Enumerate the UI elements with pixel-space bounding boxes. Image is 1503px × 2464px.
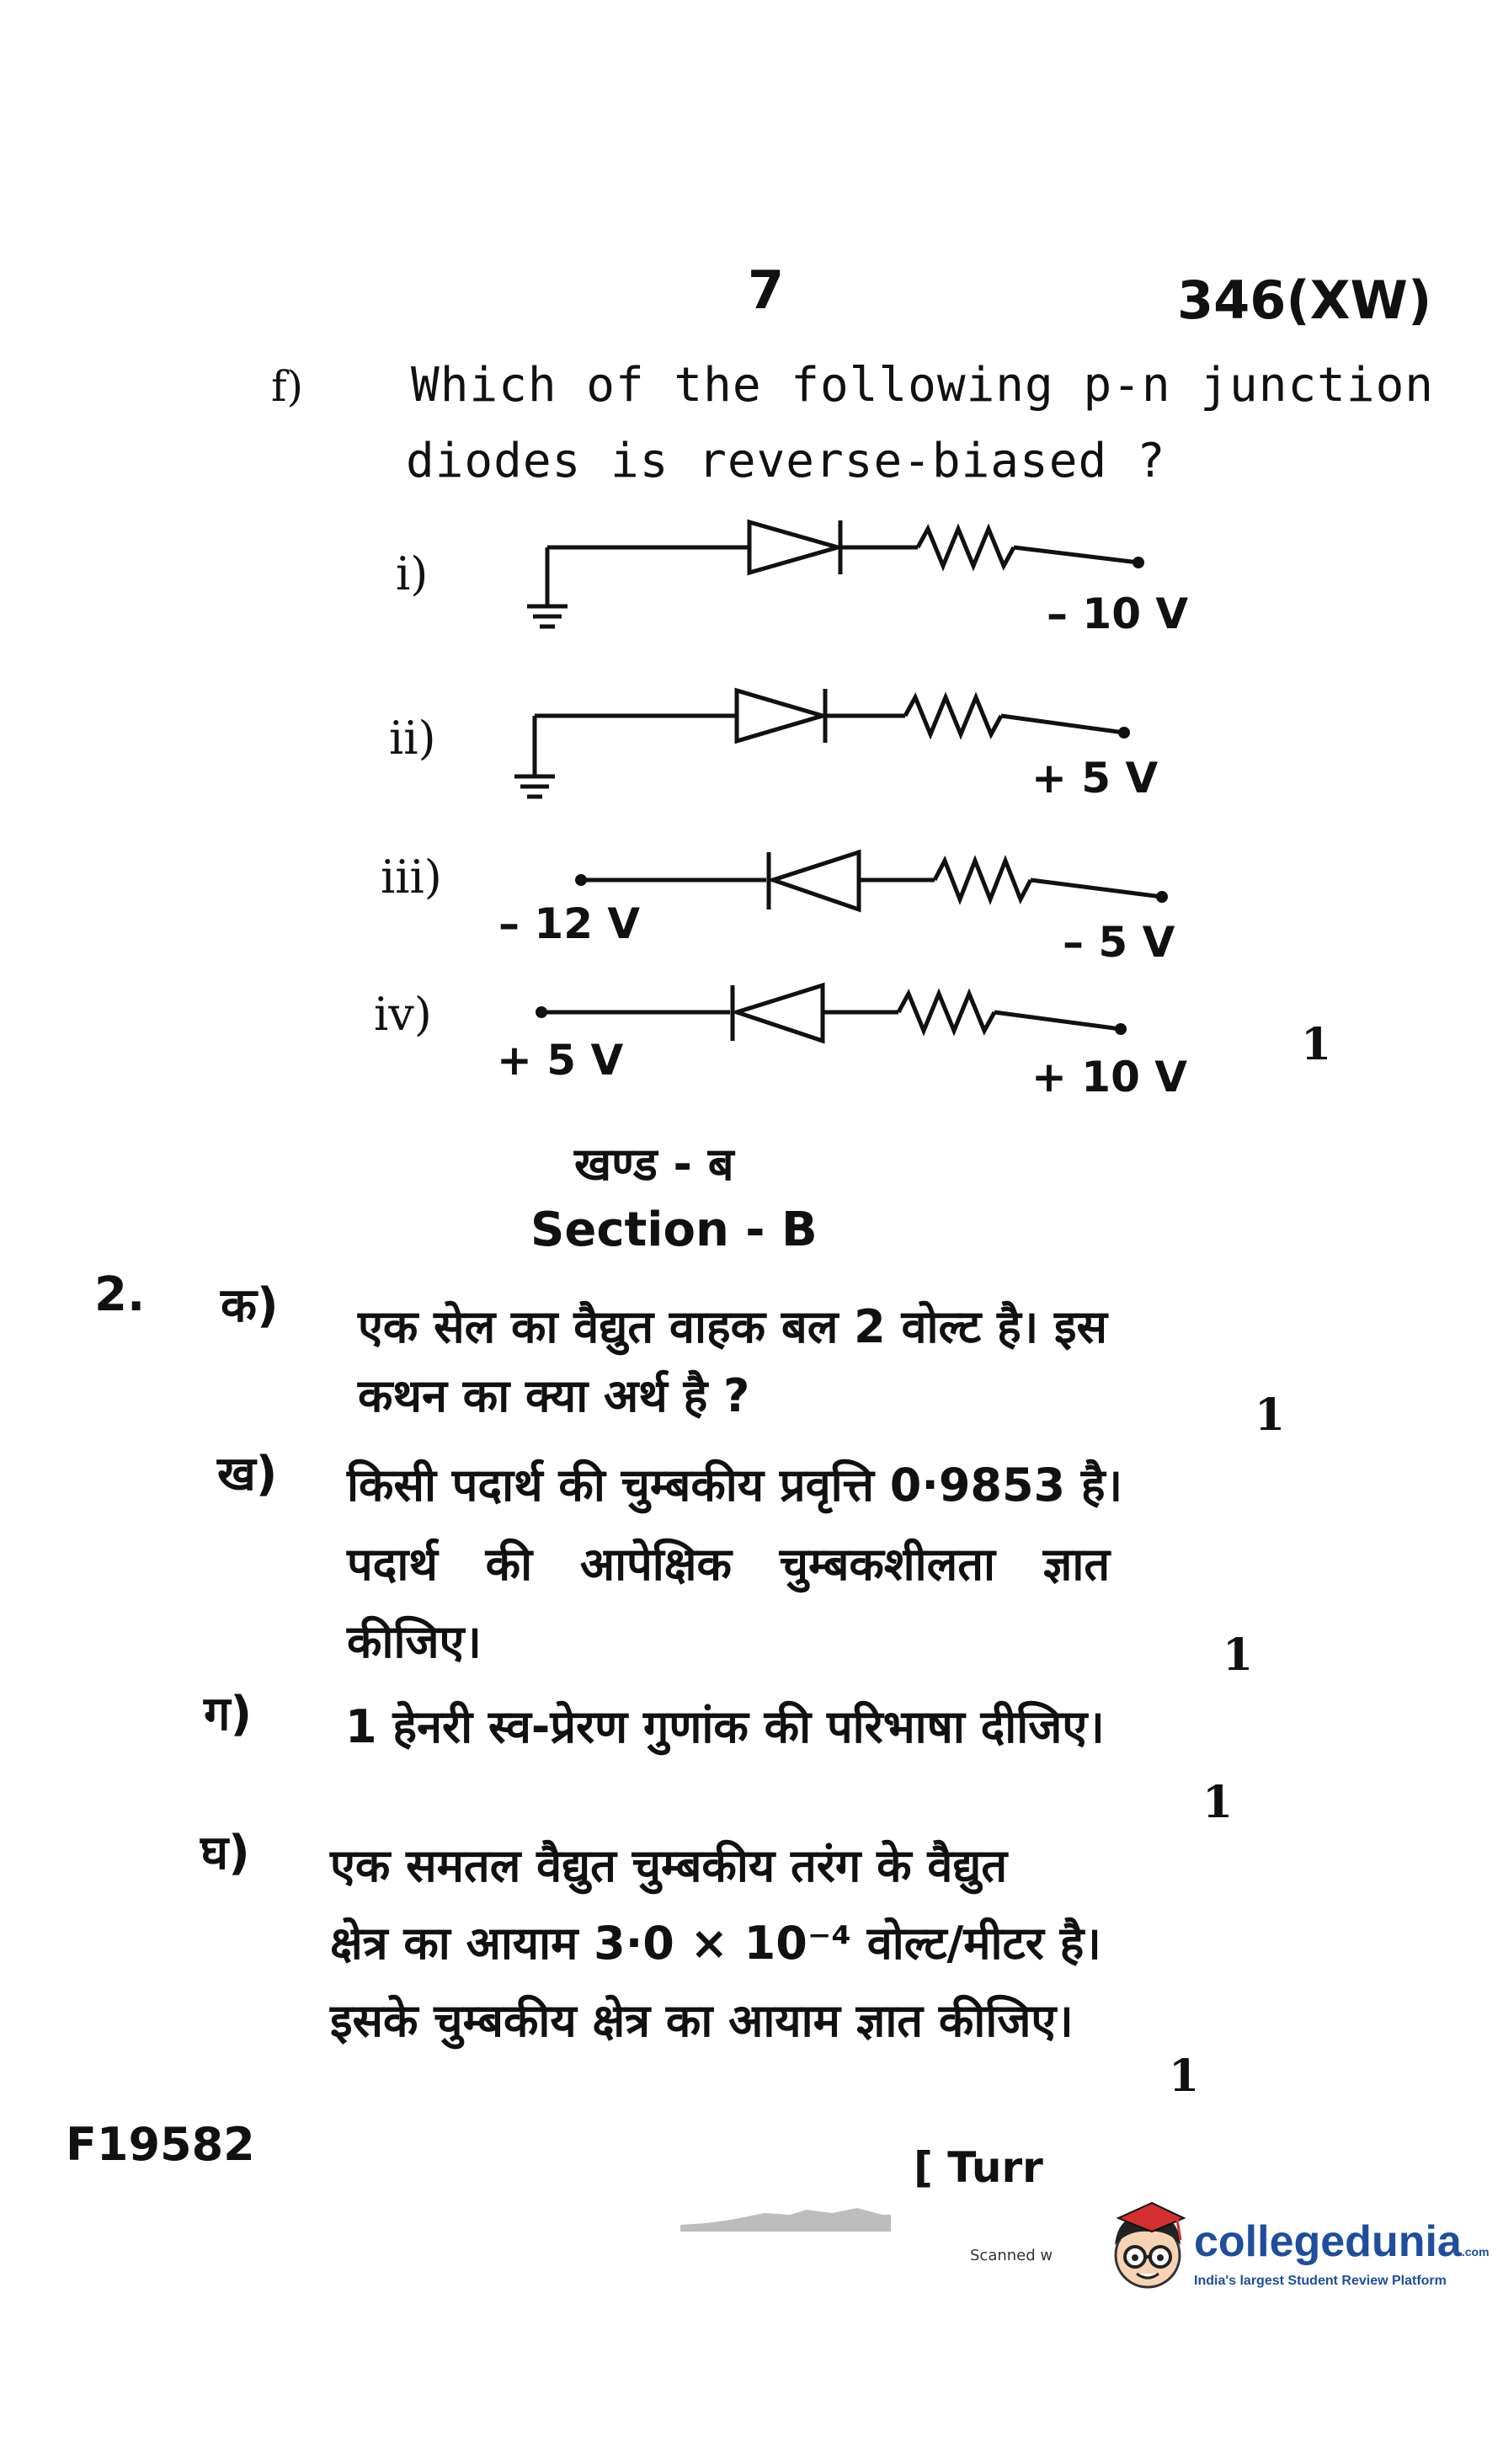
brand-name: collegedunia: [1194, 2217, 1462, 2266]
resistor: [905, 697, 1001, 734]
turn-over-note: [ Turr: [914, 2143, 1043, 2192]
marks: 1: [1301, 1019, 1332, 1070]
voltage-label-left: – 12 V: [498, 899, 641, 948]
mascot-icon: [1093, 2189, 1202, 2299]
option-label: i): [396, 547, 429, 600]
diode-reverse: [733, 985, 823, 1041]
question-text-line-1: Which of the following p-n junction: [411, 358, 1435, 413]
question-number: 2.: [94, 1267, 146, 1322]
brand-tld: .com: [1461, 2245, 1490, 2259]
part-text-line: पदार्थ की आपेक्षिक चुम्बकशीलता ज्ञात: [347, 1538, 1111, 1591]
voltage-label-left: + 5 V: [497, 1036, 624, 1085]
section-title-english: Section - B: [530, 1203, 818, 1257]
brand-logo-text: [1194, 2216, 1490, 2267]
marks: 1: [1223, 1629, 1254, 1681]
diode-forward: [737, 689, 825, 743]
part-text-line: एक समतल वैद्युत चुम्बकीय तरंग के वैद्युत: [330, 1839, 1008, 1892]
part-label: ग): [204, 1687, 253, 1741]
paper-code: 346(XW): [1177, 269, 1432, 331]
section-title-hindi: खण्ड - ब: [574, 1138, 734, 1191]
part-label: ख): [217, 1447, 278, 1501]
marks: 1: [1255, 1389, 1286, 1441]
option-label: ii): [389, 712, 436, 765]
part-text-line: क्षेत्र का आयाम 3·0 × 10⁻⁴ वोल्ट/मीटर है।: [330, 1917, 1101, 1970]
question-text-line-2: diodes is reverse-biased ?: [406, 434, 1166, 488]
paper-serial-code: F19582: [66, 2118, 255, 2171]
marks: 1: [1169, 2051, 1200, 2102]
part-text-line: किसी पदार्थ की चुम्बकीय प्रवृत्ति 0·9853 है।: [347, 1459, 1123, 1512]
part-text-line: 1 हेनरी स्व-प्रेरण गुणांक की परिभाषा दीजिए।: [345, 1700, 1105, 1753]
part-text-line: इसके चुम्बकीय क्षेत्र का आयाम ज्ञात कीजिए।: [330, 1994, 1074, 2047]
scanned-note: Scanned w: [970, 2247, 1053, 2264]
part-label: घ): [200, 1826, 250, 1880]
voltage-label-right: – 5 V: [1063, 918, 1175, 967]
voltage-label-right: + 10 V: [1031, 1053, 1187, 1101]
part-text-line: एक सेल का वैद्युत वाहक बल 2 वोल्ट है। इस: [358, 1300, 1108, 1353]
diode-reverse: [769, 852, 859, 909]
option-label: iv): [374, 988, 432, 1041]
resistor: [918, 529, 1014, 566]
scan-artifact: [680, 2189, 891, 2232]
diode-forward: [749, 520, 840, 574]
brand-tagline: India's largest Student Review Platform: [1194, 2274, 1447, 2288]
option-label: iii): [381, 851, 442, 904]
part-text-line: कीजिए।: [347, 1615, 482, 1668]
voltage-label: + 5 V: [1031, 754, 1159, 803]
ground-symbol: [514, 716, 555, 797]
part-text-line: कथन का क्या अर्थ है ?: [358, 1369, 750, 1422]
page-number: 7: [748, 259, 785, 321]
circuit-diagram-ii: [493, 674, 1166, 825]
part-label: क): [221, 1278, 279, 1333]
ground-symbol: [527, 547, 568, 627]
question-label: f): [271, 362, 304, 411]
marks: 1: [1202, 1777, 1234, 1828]
voltage-label: – 10 V: [1047, 589, 1189, 638]
resistor: [935, 861, 1031, 899]
resistor: [898, 994, 994, 1031]
